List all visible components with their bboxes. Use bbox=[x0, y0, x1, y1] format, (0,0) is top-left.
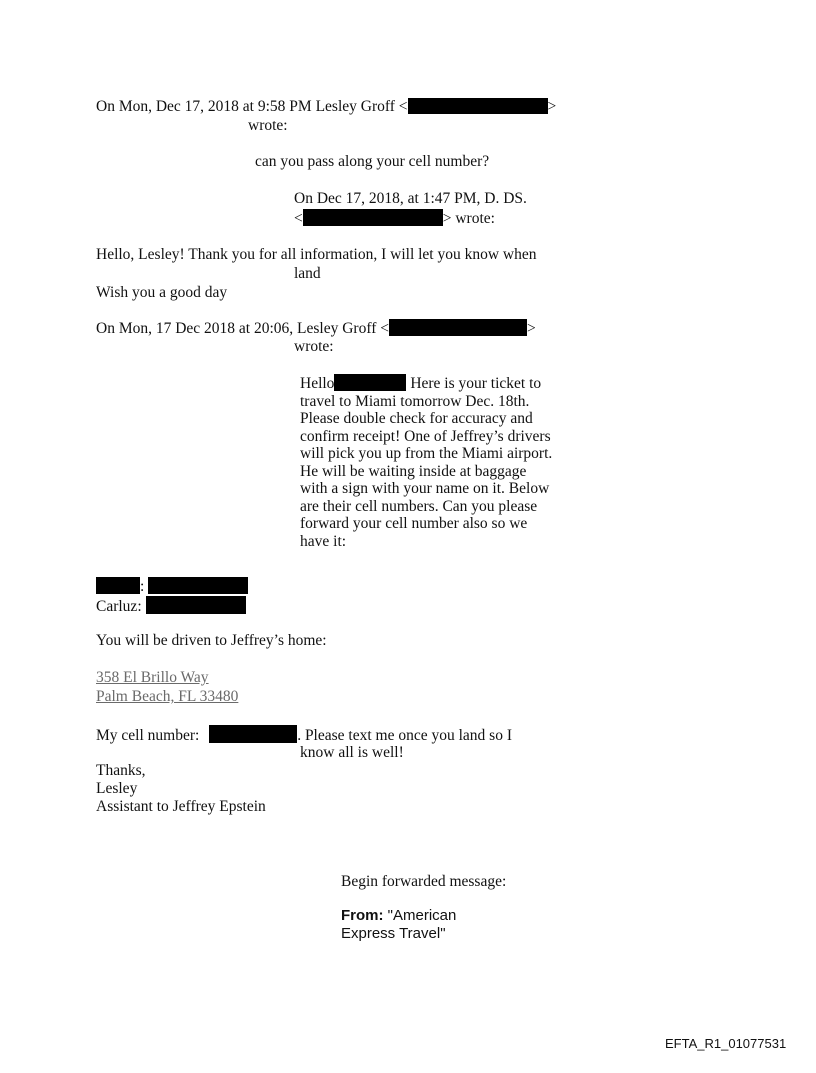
signature-title: Assistant to Jeffrey Epstein bbox=[96, 798, 266, 815]
redaction bbox=[209, 725, 297, 743]
signature-name: Lesley bbox=[96, 780, 138, 797]
header1-line1: On Mon, Dec 17, 2018 at 9:58 PM Lesley Groff < > bbox=[96, 98, 557, 115]
cell-line1: My cell number: . Please text me once you land so I bbox=[96, 727, 512, 744]
reply-line3: Wish you a good day bbox=[96, 284, 228, 301]
reply-line2: land bbox=[294, 265, 321, 282]
forwarded-from-line1: From: "American bbox=[341, 907, 457, 924]
document-id-footer: EFTA_R1_01077531 bbox=[665, 1036, 787, 1051]
question-text: can you pass along your cell number? bbox=[255, 153, 490, 170]
address-line1-link[interactable]: 358 El Brillo Way bbox=[96, 669, 209, 686]
reply-line1: Hello, Lesley! Thank you for all information, I will let you know when bbox=[96, 246, 537, 263]
address-line2-link[interactable]: Palm Beach, FL 33480 bbox=[96, 688, 239, 705]
redaction bbox=[334, 374, 406, 391]
signature-thanks: Thanks, bbox=[96, 762, 146, 779]
header3-line2: wrote: bbox=[294, 338, 334, 355]
redaction bbox=[148, 577, 248, 594]
redaction bbox=[389, 319, 527, 336]
forwarded-begin: Begin forwarded message: bbox=[341, 873, 507, 890]
cell-line2: know all is well! bbox=[300, 744, 404, 761]
driver-line-1: : bbox=[96, 577, 248, 595]
ticket-paragraph: Hello Here is your ticket to travel to Miami tomorrow Dec. 18th. Please double check for accuracy and confirm receipt! One of Jeffrey’s drivers will pick you up from the Miami airport. He will be waiting inside at baggage with a sign with your name on it. Below are their cell numbers. Can you please forward your cell number also so we have it: bbox=[300, 375, 553, 550]
driver-line-2: Carluz: bbox=[96, 596, 246, 615]
driven-text: You will be driven to Jeffrey’s home: bbox=[96, 632, 327, 649]
header2-line1: On Dec 17, 2018, at 1:47 PM, D. DS. bbox=[294, 190, 527, 207]
forwarded-from-line2: Express Travel" bbox=[341, 925, 446, 942]
header1-line2: wrote: bbox=[248, 117, 288, 134]
redaction bbox=[96, 577, 140, 594]
redaction bbox=[303, 209, 443, 226]
header3-line1: On Mon, 17 Dec 2018 at 20:06, Lesley Groff < > bbox=[96, 320, 536, 337]
redaction bbox=[408, 98, 548, 114]
header2-line2: < > wrote: bbox=[294, 210, 495, 227]
redaction bbox=[146, 596, 246, 614]
